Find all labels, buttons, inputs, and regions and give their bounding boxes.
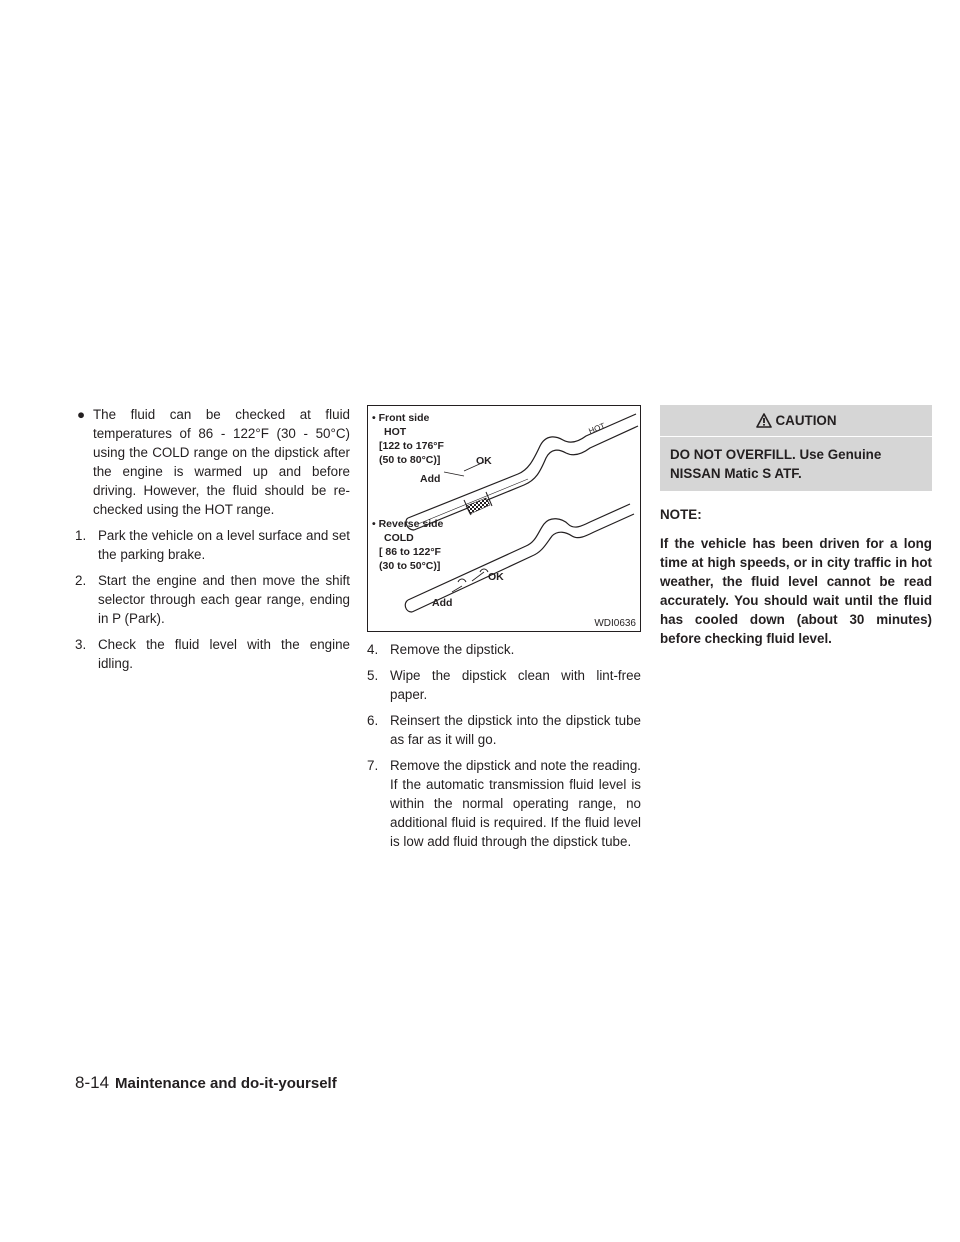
note-text: If the vehicle has been driven for a long time at high speeds, or in city traffic in hot weather, the fluid level cannot be read accurately. You should wait until the fluid has cooled down (about 30 minutes) before checking fluid level.: [660, 536, 932, 646]
step-item: [367, 666, 641, 704]
bullet-marker: ●: [77, 407, 86, 422]
bullet-item: [75, 405, 350, 519]
step-text: Park the vehicle on a level surface and set the parking brake.: [98, 528, 350, 562]
dipstick-illustration: [368, 406, 640, 631]
reverse-add-label: Add: [432, 597, 453, 609]
reverse-range-f: [ 86 to 122°F: [379, 546, 441, 558]
note-title: NOTE:: [660, 507, 702, 522]
front-stick-hot-marking: HOT: [587, 421, 607, 436]
caution-header: [660, 409, 932, 437]
front-range-f: [122 to 176°F: [379, 440, 444, 452]
step-text: Wipe the dipstick clean with lint-free paper.: [390, 668, 641, 702]
step-item: [75, 635, 350, 673]
step-number: 5.: [367, 668, 379, 683]
caution-box: [660, 405, 932, 491]
step-item: [367, 711, 641, 749]
step-number: 2.: [75, 573, 87, 588]
step-item: [367, 756, 641, 851]
step-text: Remove the dipstick and note the reading. If the automatic transmission fluid level is within the normal operating range, no additional fluid is required. If the fluid level is low add fluid through the dipstick tube.: [390, 758, 641, 849]
caution-text: DO NOT OVERFILL. Use Genuine NISSAN Matic S ATF.: [670, 447, 882, 481]
step-text: Reinsert the dipstick into the dipstick tube as far as it will go.: [390, 713, 641, 747]
page-footer: [75, 1073, 337, 1093]
figure-code: WDI0636: [594, 618, 636, 629]
step-item: [75, 571, 350, 628]
step-number: 3.: [75, 637, 87, 652]
step-item: [75, 526, 350, 564]
front-hot-label: HOT: [384, 426, 407, 438]
reverse-ok-label: OK: [488, 571, 504, 583]
step-text: Check the fluid level with the engine idling.: [98, 637, 350, 671]
front-side-label: • Front side: [372, 412, 430, 424]
column-left: [75, 405, 350, 680]
step-number: 6.: [367, 713, 379, 728]
step-item: [367, 640, 641, 659]
column-middle: [367, 405, 641, 858]
step-number: 7.: [367, 758, 379, 773]
step-text: Remove the dipstick.: [390, 642, 515, 657]
reverse-range-c: (30 to 50°C)]: [379, 560, 441, 572]
bullet-text: The fluid can be checked at fluid temperatures of 86 - 122°F (30 - 50°C) using the COLD range on the dipstick after the engine is warmed up and before driving. However, the fluid should be re-checked using the HOT range.: [93, 407, 350, 517]
page-number: 8-14: [75, 1073, 110, 1092]
column-right: [660, 405, 932, 648]
caution-title: CAUTION: [775, 413, 837, 428]
front-dipstick-shape: [406, 414, 638, 530]
reverse-cold-label: COLD: [384, 532, 414, 544]
front-add-label: Add: [420, 473, 441, 485]
dipstick-figure: [367, 405, 641, 632]
front-add-leader: [444, 472, 464, 476]
front-range-c: (50 to 80°C)]: [379, 454, 441, 466]
section-title: Maintenance and do-it-yourself: [115, 1075, 337, 1092]
warning-icon: [756, 413, 772, 428]
reverse-side-label: • Reverse side: [372, 518, 444, 530]
step-number: 4.: [367, 642, 379, 657]
step-text: Start the engine and then move the shift selector through each gear range, ending in P (Park).: [98, 573, 350, 626]
step-number: 1.: [75, 528, 87, 543]
front-ok-label: OK: [476, 455, 492, 467]
